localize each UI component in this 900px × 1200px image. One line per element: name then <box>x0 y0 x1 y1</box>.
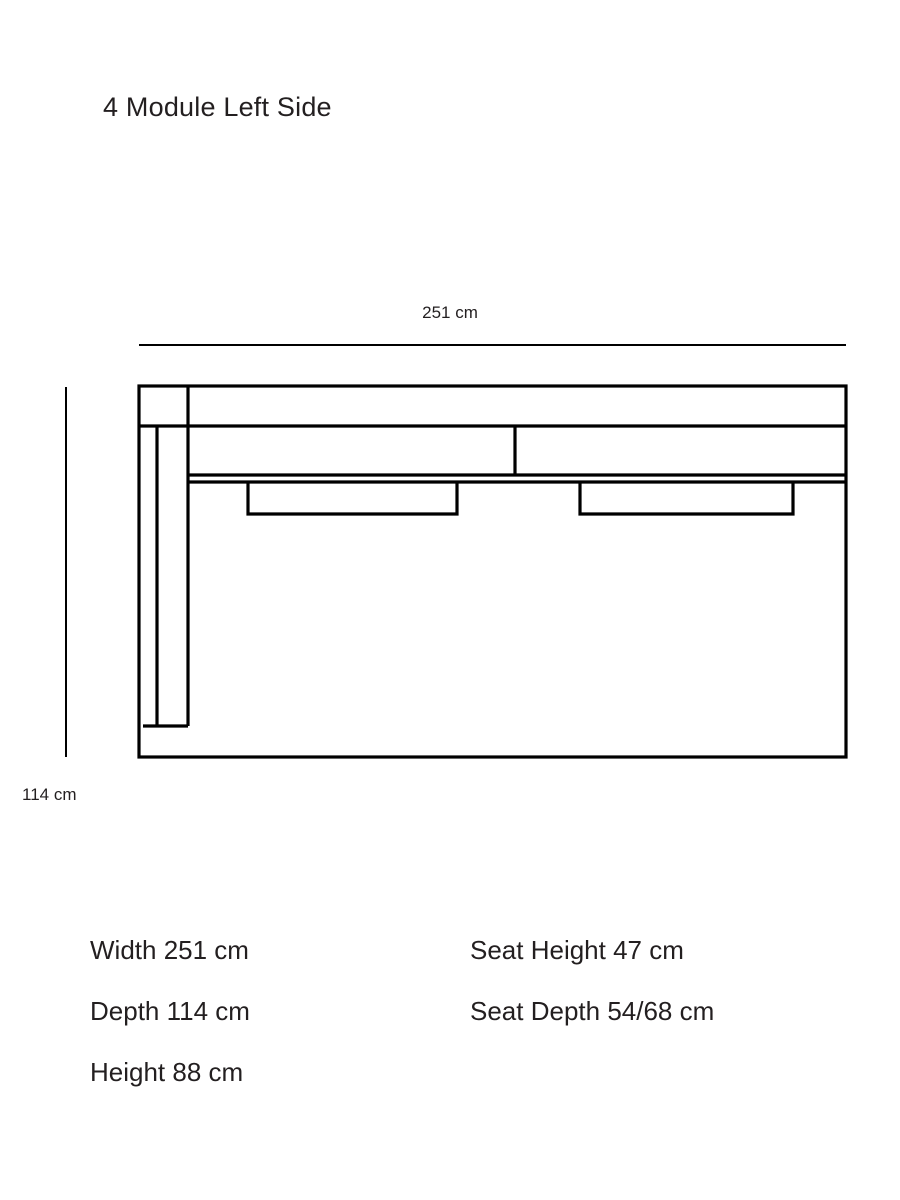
depth-dimension-label: 114 cm <box>22 785 77 804</box>
page-title: 4 Module Left Side <box>103 92 332 122</box>
spec-row <box>470 920 714 981</box>
spec-label: Seat Height <box>470 935 614 965</box>
spec-value: 47 cm <box>613 935 684 965</box>
specs-column-left <box>90 920 470 1103</box>
sofa-outline <box>139 386 846 757</box>
spec-value: 54/68 cm <box>607 996 715 1026</box>
spec-label: Width <box>90 935 164 965</box>
specifications <box>90 920 870 1103</box>
sofa-topview-drawing <box>0 260 900 820</box>
spec-label: Depth <box>90 996 167 1026</box>
spec-row <box>90 1042 470 1103</box>
spec-label: Height <box>90 1057 173 1087</box>
spec-label: Seat Depth <box>470 996 608 1026</box>
spec-row <box>90 920 470 981</box>
spec-value: 88 cm <box>172 1057 244 1087</box>
spec-value: 251 cm <box>163 935 249 965</box>
spec-value: 114 cm <box>166 996 250 1026</box>
spec-row <box>90 981 470 1042</box>
spec-row <box>470 981 714 1042</box>
specs-column-right <box>470 920 714 1103</box>
product-dimension-diagram <box>0 260 900 820</box>
width-dimension-label: 251 cm <box>422 303 478 322</box>
